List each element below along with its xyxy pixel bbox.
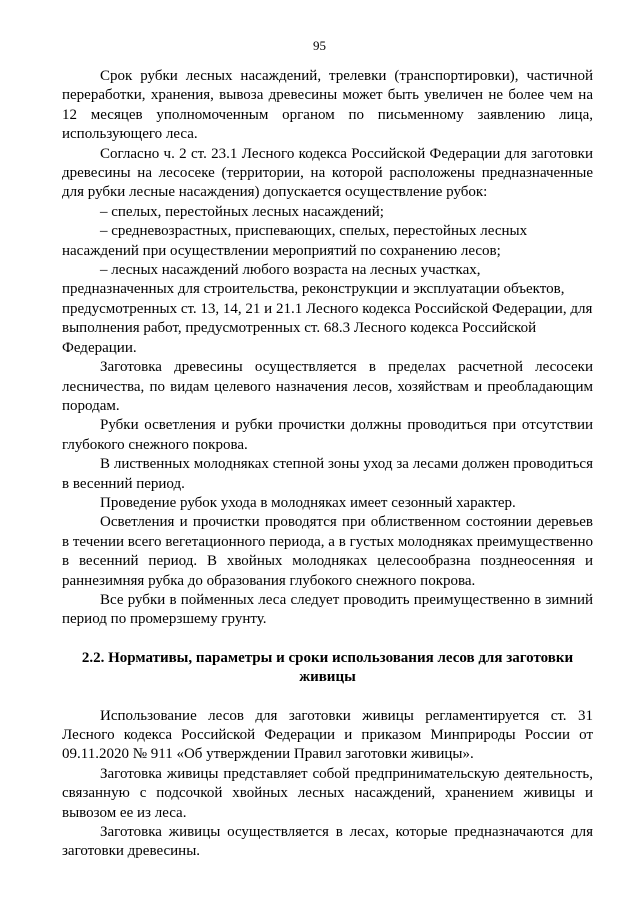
- paragraph-allowable-cut: Заготовка древесины осуществляется в пределах расчетной лесосеки лесничества, по видам целевого назначения лесов, хозяйствам и преобладающим породам.: [62, 359, 593, 414]
- paragraph-resin-regulation: Использование лесов для заготовки живицы регламентируется ст. 31 Лесного кодекса Российской Федерации и приказом Минприроды России от 09.11.2020 № 911 «Об утверждении Правил заготовки живицы».: [62, 707, 593, 763]
- list-item: – средневозрастных, приспевающих, спелых, перестойных лесных насаждений при осуществлении мероприятий по сохранению лесов;: [62, 223, 528, 259]
- list-item: – спелых, перестойных лесных насаждений;: [100, 203, 384, 220]
- document-body: [62, 67, 593, 862]
- paragraph-clearing-cuts: Рубки осветления и рубки прочистки должны проводиться при отсутствии глубокого снежного покрова.: [62, 417, 593, 453]
- paragraph-forest-code-article: Согласно ч. 2 ст. 23.1 Лесного кодекса Российской Федерации для заготовки древесины на лесосеке (территории, на которой расположены предназначенные для рубки лесные насаждения) допускается осуществление рубок:: [62, 145, 593, 201]
- paragraph-seasonal: Проведение рубок ухода в молодняках имеет сезонный характер.: [100, 494, 516, 511]
- paragraph-resin-forests: Заготовка живицы осуществляется в лесах, которые предназначаются для заготовки древесины.: [62, 824, 593, 860]
- paragraph-floodplain: Все рубки в пойменных леса следует проводить преимущественно в зимний период по промерзшему грунту.: [62, 591, 593, 628]
- paragraph-vegetation-period: Осветления и прочистки проводятся при облиственном состоянии деревьев в течении всего вегетационного периода, а в густых молодняках преимущественно в весенний период. В хвойных молодняках целесообразна позднеосенняя и раннезимняя рубка до образования глубокого снежного покрова.: [62, 514, 593, 589]
- section-heading-line1: 2.2. Нормативы, параметры и сроки использования лесов для заготовки: [81, 649, 574, 666]
- paragraph-deciduous-young: В лиственных молодняках степной зоны уход за лесами должен проводиться в весенний период.: [62, 456, 593, 492]
- list-item: – лесных насаждений любого возраста на лесных участках, предназначенных для строительства, реконструкции и эксплуатации объектов, предусмотренных ст. 13, 14, 21 и 21.1 Лесного кодекса Российской Федерации, для выполнения работ, предусмотренных ст. 68.3 Лесного кодекса Российской Федерации.: [62, 262, 593, 356]
- page-number: 95: [313, 38, 326, 53]
- paragraph-cutting-period: Срок рубки лесных насаждений, трелевки (транспортировки), частичной переработки, хранения, вывоза древесины может быть увеличен не более чем на 12 месяцев уполномоченным органом по письменному заявлению лица, использующего леса.: [62, 68, 593, 143]
- paragraph-resin-activity: Заготовка живицы представляет собой предпринимательскую деятельность, связанную с подсочкой хвойных лесных насаждений, хранением живицы и вывозом ее из леса.: [62, 765, 593, 821]
- section-heading: [62, 649, 593, 688]
- section-heading-line2: живицы: [299, 669, 356, 686]
